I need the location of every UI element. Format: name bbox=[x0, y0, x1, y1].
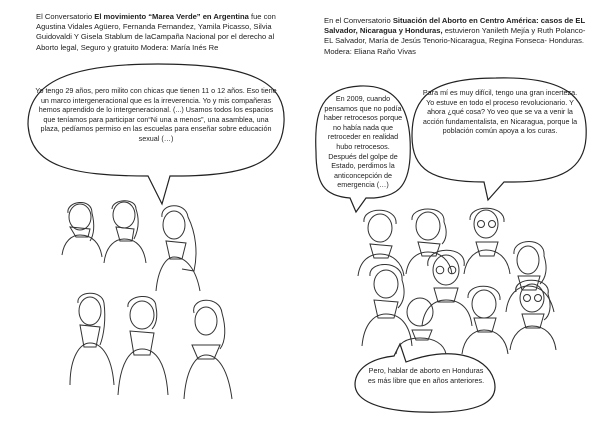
left-quote: Yo tengo 29 años, pero milito con chicas que tienen 11 o 12 años. Eso tiene un marco intergeneracional que es la irreverencia. Yo y mis compañeras hemos aprendido de lo intergeneracional. (...) Usamos todos los espacios que teníamos para participar con“Ni una a menos”, una asamblea, una plaza, pedíamos permiso en las escuelas para enseñar sobre educación sexual (…) bbox=[35, 86, 277, 143]
man-figure bbox=[396, 298, 446, 354]
woman-figure bbox=[104, 201, 146, 263]
left-intro-suffix: fue con Agustina Vidales Agüero, Fernanda Fernandez, Yamila Picasso, Silvia Guidovaldi Y Gisela Stablum de laCampaña Nacional por el derecho al Aborto legal, Seguro y gratuito Modera: María Inés Re bbox=[36, 12, 276, 52]
right-quote-bottom: Pero, hablar de aborto en Honduras es más libre que en años anteriores. bbox=[367, 366, 485, 385]
woman-figure bbox=[156, 206, 200, 291]
right-intro-suffix: estuvieron Yanileth Mejía y Ruth Polanco- EL Salvador, María de Jesús Tenorio-Nicaragua, Regina Fonseca- Honduras. Modera: Eliana Raño Vivas bbox=[324, 26, 586, 56]
woman-figure bbox=[70, 293, 114, 385]
right-group-drawing bbox=[300, 206, 600, 356]
woman-figure bbox=[464, 208, 510, 274]
woman-figure bbox=[510, 280, 556, 350]
right-intro-prefix: En el Conversatorio bbox=[324, 16, 393, 25]
woman-figure bbox=[406, 209, 452, 274]
woman-figure bbox=[506, 242, 554, 313]
right-quote-top-right: Para mí es muy difícil, tengo una gran incerteza. Yo estuve en todo el proceso revolucionario. Y ahora ¿qué cosa? Yo veo que se va a venir la acción fundamentalista, en Nicaragua, porque la población común apoya a los curas. bbox=[422, 88, 578, 136]
woman-figure bbox=[62, 202, 102, 257]
woman-figure bbox=[184, 300, 232, 399]
left-intro-prefix: El Conversatorio bbox=[36, 12, 95, 21]
woman-figure bbox=[118, 296, 168, 395]
woman-figure bbox=[358, 210, 404, 276]
left-group-drawing bbox=[0, 195, 300, 425]
woman-figure bbox=[362, 264, 412, 346]
right-intro-title: Situación del Aborto en Centro América: casos de EL Salvador, Nicaragua y Honduras, bbox=[324, 16, 585, 36]
right-page bbox=[300, 0, 600, 425]
right-quote-left: En 2009, cuando pensamos que no podía haber retrocesos porque no había nada que retroceder en realidad hubo retrocesos. Después del golpe de Estado, perdimos la anticoncepción de emergencia (…) bbox=[323, 94, 403, 190]
left-intro-title: El movimiento “Marea Verde” en Argentina bbox=[94, 12, 249, 21]
woman-figure bbox=[462, 286, 508, 354]
